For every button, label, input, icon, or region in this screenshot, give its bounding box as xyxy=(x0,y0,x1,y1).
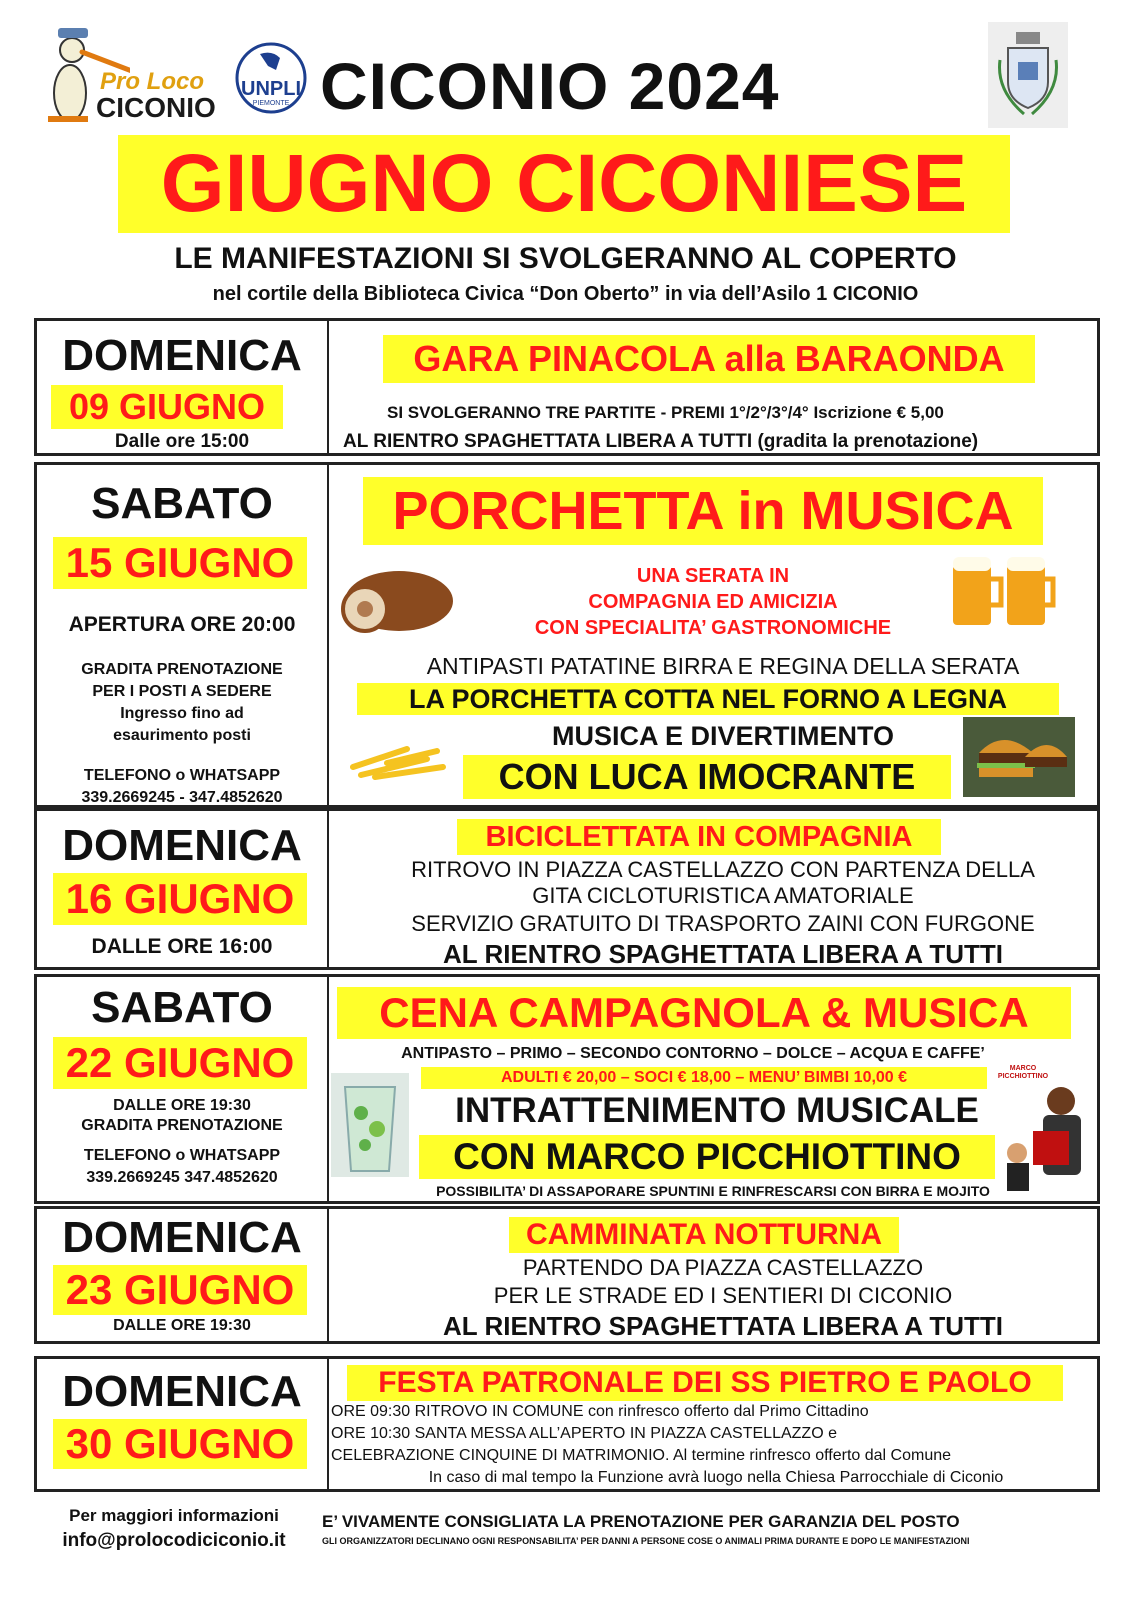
event-day: DOMENICA xyxy=(62,1213,302,1262)
page-title: CICONIO 2024 xyxy=(320,49,780,123)
event-date: 09 GIUGNO xyxy=(51,385,283,429)
column-divider xyxy=(327,465,329,805)
event-day: DOMENICA xyxy=(62,821,302,870)
event-day: SABATO xyxy=(91,983,273,1032)
contact-numbers: 339.2669245 347.4852620 xyxy=(86,1169,278,1186)
event-day: DOMENICA xyxy=(62,331,302,380)
unpli-logo xyxy=(232,40,310,120)
event-note: DALLE ORE 19:30 xyxy=(113,1097,251,1114)
event-date: 23 GIUGNO xyxy=(53,1265,307,1315)
proloco-logo xyxy=(40,18,240,128)
contact-label: TELEFONO o WHATSAPP xyxy=(83,1147,281,1164)
disclaimer: GLI ORGANIZZATORI DECLINANO OGNI RESPONSABILITA’ PER DANNI A PERSONE COSE O ANIMALI PRIMA DURANTE E DOPO LE MANIFESTAZIONI xyxy=(322,1536,970,1546)
event-highlight: COMPAGNIA ED AMICIZIA xyxy=(588,591,838,613)
event-row xyxy=(34,1206,1100,1344)
event-title: CENA CAMPAGNOLA & MUSICA xyxy=(337,987,1071,1039)
event-time: DALLE ORE 19:30 xyxy=(113,1317,251,1334)
artist-logo: MARCO PICCHIOTTINO xyxy=(997,1065,1049,1080)
fries-icon xyxy=(347,737,451,783)
proloco-logo-line2: CICONIO xyxy=(96,92,216,123)
event-row xyxy=(34,1356,1100,1492)
venue-address: nel cortile della Biblioteca Civica “Don Oberto” in via dell’Asilo 1 CICONIO xyxy=(212,283,919,305)
event-title: GARA PINACOLA alla BARAONDA xyxy=(383,335,1035,383)
event-detail: ORE 10:30 SANTA MESSA ALL’APERTO IN PIAZZA CASTELLAZZO e xyxy=(331,1425,837,1442)
event-title: CAMMINATA NOTTURNA xyxy=(509,1217,899,1253)
event-row xyxy=(34,462,1100,808)
event-detail: SI SVOLGERANNO TRE PARTITE - PREMI 1°/2°/3°/4° Iscrizione € 5,00 xyxy=(387,403,944,422)
contact-label: TELEFONO o WHATSAPP xyxy=(83,767,281,784)
event-footer: POSSIBILITA’ DI ASSAPORARE SPUNTINI E RINFRESCARSI CON BIRRA E MOJITO xyxy=(436,1183,990,1199)
event-highlight: CON SPECIALITA’ GASTRONOMICHE xyxy=(534,617,892,639)
page-subtitle: GIUGNO CICONIESE xyxy=(160,138,968,229)
column-divider xyxy=(327,321,329,453)
event-date: 22 GIUGNO xyxy=(53,1037,307,1089)
event-detail: AL RIENTRO SPAGHETTATA LIBERA A TUTTI xyxy=(443,1311,1003,1341)
column-divider xyxy=(327,977,329,1201)
event-artist: CON MARCO PICCHIOTTINO xyxy=(419,1135,995,1179)
subtitle-highlight xyxy=(118,135,1010,233)
contact-email[interactable]: info@prolocodiciconio.it xyxy=(62,1530,286,1551)
event-artist: CON LUCA IMOCRANTE xyxy=(463,755,951,799)
event-note: GRADITA PRENOTAZIONE xyxy=(81,661,283,678)
event-row xyxy=(34,318,1100,456)
column-divider xyxy=(327,811,329,967)
column-divider xyxy=(327,1209,329,1341)
event-time: Dalle ore 15:00 xyxy=(114,431,250,452)
event-detail: CELEBRAZIONE CINQUINE DI MATRIMONIO. Al termine rinfresco offerto dal Comune xyxy=(331,1447,952,1464)
event-title: FESTA PATRONALE DEI SS PIETRO E PAOLO xyxy=(347,1365,1063,1401)
event-detail: LA PORCHETTA COTTA NEL FORNO A LEGNA xyxy=(357,683,1059,715)
burger-icon xyxy=(963,717,1075,797)
event-detail: GITA CICLOTURISTICA AMATORIALE xyxy=(532,883,914,908)
event-prices: ADULTI € 20,00 – SOCI € 18,00 – MENU’ BIMBI 10,00 € xyxy=(421,1067,987,1089)
event-date: 15 GIUGNO xyxy=(53,537,307,589)
proloco-logo-line1: Pro Loco xyxy=(100,68,205,95)
event-detail: PER LE STRADE ED I SENTIERI DI CICONIO xyxy=(493,1283,953,1308)
municipal-crest xyxy=(988,22,1068,128)
booking-recommendation: E’ VIVAMENTE CONSIGLIATA LA PRENOTAZIONE PER GARANZIA DEL POSTO xyxy=(322,1512,960,1531)
event-date: 30 GIUGNO xyxy=(53,1419,307,1469)
unpli-logo-text: UNPLI xyxy=(241,78,301,100)
event-day: DOMENICA xyxy=(62,1367,302,1416)
event-menu: ANTIPASTO – PRIMO – SECONDO CONTORNO – DOLCE – ACQUA E CAFFE’ xyxy=(401,1045,985,1062)
column-divider xyxy=(327,1359,329,1489)
event-detail: AL RIENTRO SPAGHETTATA LIBERA A TUTTI (gradita la prenotazione) xyxy=(343,431,979,452)
event-date: 16 GIUGNO xyxy=(53,873,307,925)
event-row xyxy=(34,808,1100,970)
event-detail: AL RIENTRO SPAGHETTATA LIBERA A TUTTI xyxy=(443,939,1003,969)
event-detail: PARTENDO DA PIAZZA CASTELLAZZO xyxy=(522,1255,924,1280)
event-note: GRADITA PRENOTAZIONE xyxy=(81,1117,283,1134)
event-time: APERTURA ORE 20:00 xyxy=(68,613,296,636)
event-note: PER I POSTI A SEDERE xyxy=(92,683,272,700)
event-detail: ANTIPASTI PATATINE BIRRA E REGINA DELLA SERATA xyxy=(426,653,1020,679)
event-note: Ingresso fino ad xyxy=(120,705,244,722)
event-detail: ORE 09:30 RITROVO IN COMUNE con rinfresco offerto dal Primo Cittadino xyxy=(331,1403,869,1420)
event-detail: SERVIZIO GRATUITO DI TRASPORTO ZAINI CON FURGONE xyxy=(411,911,1035,936)
event-detail: RITROVO IN PIAZZA CASTELLAZZO CON PARTENZA DELLA xyxy=(411,857,1035,882)
event-detail: INTRATTENIMENTO MUSICALE xyxy=(455,1091,979,1130)
event-row xyxy=(34,974,1100,1204)
unpli-logo-sub: PIEMONTE xyxy=(252,100,290,107)
info-label: Per maggiori informazioni xyxy=(69,1506,279,1525)
event-detail: In caso di mal tempo la Funzione avrà luogo nella Chiesa Parrocchiale di Ciconio xyxy=(428,1469,1004,1486)
crest-icon xyxy=(996,30,1060,120)
event-note: esaurimento posti xyxy=(113,727,251,744)
event-title: PORCHETTA in MUSICA xyxy=(363,477,1043,545)
event-day: SABATO xyxy=(91,479,273,528)
contact-numbers: 339.2669245 - 347.4852620 xyxy=(81,789,283,806)
event-title: BICICLETTATA IN COMPAGNIA xyxy=(457,819,941,855)
event-time: DALLE ORE 16:00 xyxy=(91,935,273,958)
event-detail: MUSICA E DIVERTIMENTO xyxy=(551,721,895,751)
event-highlight: UNA SERATA IN xyxy=(636,565,790,587)
indoor-notice: LE MANIFESTAZIONI SI SVOLGERANNO AL COPERTO xyxy=(174,242,957,275)
